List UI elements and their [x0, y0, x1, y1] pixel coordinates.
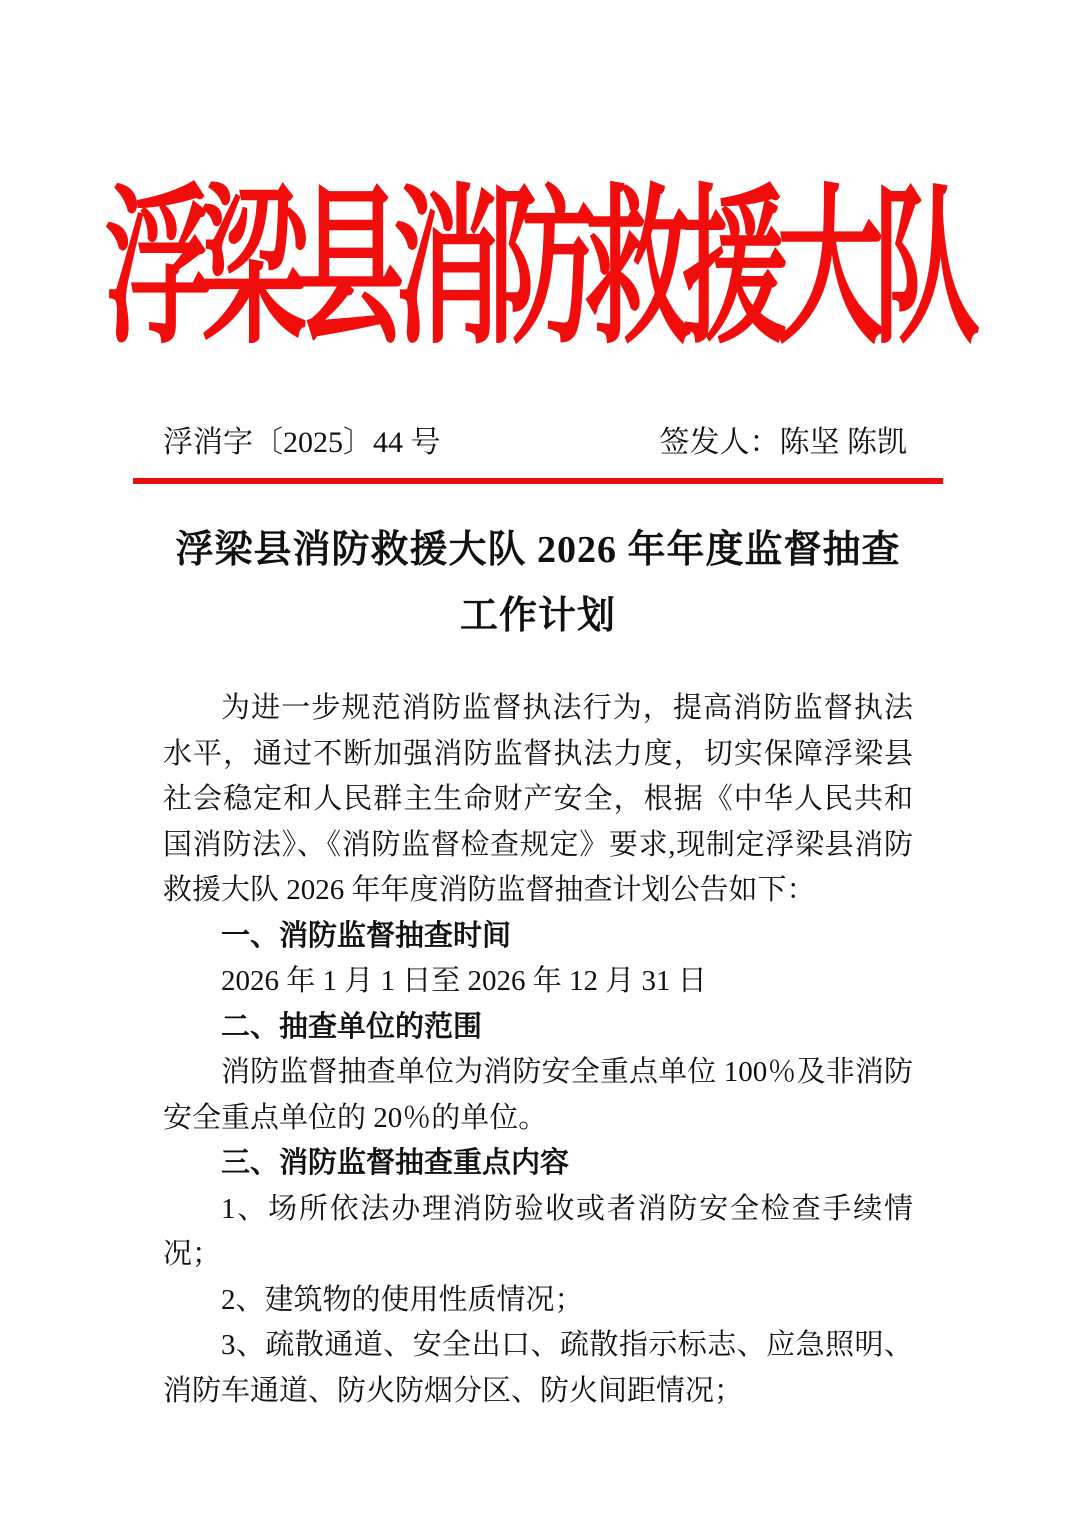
section-3-heading: 三、消防监督抽查重点内容: [221, 1147, 570, 1179]
section-2-heading: 二、抽查单位的范围: [221, 1010, 483, 1043]
section-3-item-3: 3、疏散通道、安全出口、疏散指示标志、应急照明、消防车通道、防火防烟分区、防火间距情况；: [163, 1329, 913, 1407]
section-3-item-2: 2、建筑物的使用性质情况；: [221, 1283, 584, 1316]
doc-signer: 签发人：陈坚 陈凯: [659, 426, 907, 459]
letterhead: [0, 176, 1074, 366]
document-body: [163, 686, 913, 1414]
document-content: [133, 426, 943, 1414]
document-title-line-1: 浮梁县消防救援大队 2026 年年度监督抽查: [175, 529, 901, 571]
section-1-date-range: 2026 年 1 月 1 日至 2026 年 12 月 31 日: [221, 965, 707, 997]
document-title: [133, 517, 943, 649]
doc-meta-row: [133, 426, 943, 460]
section-2-body: 消防监督抽查单位为消防安全重点单位 100％及非消防安全重点单位的 20％的单位。: [163, 1056, 913, 1134]
paragraph-intro: 为进一步规范消防监督执法行为，提高消防监督执法水平，通过不断加强消防监督执法力度，切实保障浮梁县社会稳定和人民群主生命财产安全，根据《中华人民共和国消防法》、《消防监督检查规定》要求,现制定浮梁县消防救援大队 2026 年年度消防监督抽查计划公告如下：: [163, 692, 913, 906]
letterhead-org-name: 浮梁县消防救援大队: [104, 176, 969, 366]
document-title-line-2: 工作计划: [459, 595, 616, 637]
doc-number: 浮消字〔2025〕44 号: [163, 426, 441, 459]
section-1-heading: 一、消防监督抽查时间: [221, 919, 512, 952]
section-3-item-1: 1、场所依法办理消防验收或者消防安全检查手续情况；: [163, 1192, 913, 1270]
red-divider-line: [133, 478, 943, 484]
